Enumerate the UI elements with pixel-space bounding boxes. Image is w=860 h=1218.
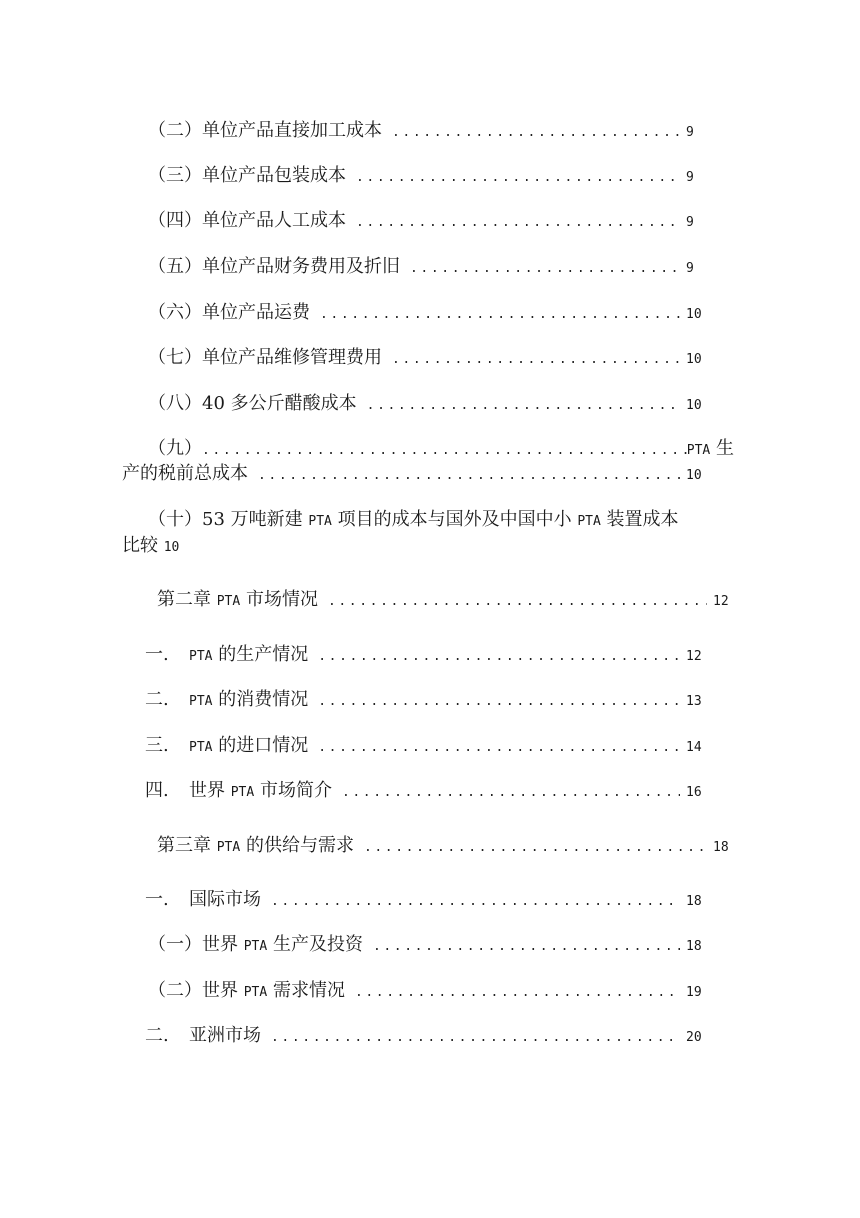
toc-latin-pta: PTA	[308, 514, 332, 529]
toc-entry-label-tail-cjk: 生	[716, 438, 734, 459]
toc-page-number: 12	[713, 594, 729, 609]
toc-entry-label-rest: 多公斤醋酸成本	[230, 393, 357, 414]
section-number: 二.	[145, 689, 169, 710]
section-number: 二.	[145, 1025, 169, 1046]
toc-page-number: 13	[686, 694, 702, 709]
toc-latin-pta: PTA	[243, 985, 268, 1000]
toc-entry[interactable]	[148, 163, 708, 189]
toc-leader-dots	[410, 256, 680, 282]
toc-chapter-entry[interactable]	[157, 833, 735, 859]
toc-entry-label: （三）单位产品包装成本	[148, 165, 346, 186]
toc-leader-dots	[258, 463, 680, 489]
toc-leader-dots	[364, 835, 707, 861]
toc-leader-dots	[318, 644, 680, 670]
toc-leader-dots	[342, 780, 680, 806]
toc-latin-pta: PTA	[189, 649, 213, 664]
toc-entry-continuation[interactable]	[122, 461, 708, 487]
toc-latin-pta: PTA	[243, 939, 268, 954]
toc-leader-dots	[355, 980, 680, 1006]
toc-page-number: 18	[686, 939, 702, 954]
toc-leader-dots	[271, 889, 680, 915]
toc-leader-dots	[356, 165, 680, 191]
subsection-title-part: （一）世界	[148, 934, 238, 955]
toc-entry[interactable]	[145, 733, 708, 759]
toc-page-number: 10	[686, 398, 702, 413]
toc-leader-dots	[318, 735, 680, 761]
section-title-part: 市场简介	[259, 780, 332, 801]
section-title-part: 世界	[189, 780, 225, 801]
toc-leader-dots	[367, 393, 680, 419]
toc-entry-label: （六）单位产品运费	[148, 302, 310, 323]
toc-entry-label: 比较	[122, 535, 158, 556]
toc-latin-pta: PTA	[189, 740, 213, 755]
subsection-title-part: 需求情况	[272, 980, 345, 1001]
toc-page-number: 9	[686, 215, 694, 230]
toc-entry-label	[148, 391, 357, 417]
toc-entry[interactable]	[145, 687, 708, 713]
toc-page-number: 18	[713, 840, 729, 855]
toc-page-number: 10	[686, 307, 702, 322]
toc-leader-dots	[320, 302, 680, 328]
toc-page-number: 19	[686, 985, 702, 1000]
chapter-number: 第三章	[157, 835, 211, 856]
toc-leader-dots	[356, 210, 680, 236]
toc-entry[interactable]	[145, 1023, 708, 1049]
subsection-title-part: 生产及投资	[272, 934, 363, 955]
toc-entry-label	[145, 733, 308, 761]
toc-entry-label-part: （十）53	[148, 509, 225, 530]
toc-entry-label: 产的税前总成本	[122, 463, 248, 484]
toc-entry-label: （九）	[148, 438, 202, 459]
toc-entry[interactable]	[148, 391, 708, 417]
toc-entry-label	[145, 778, 332, 806]
chapter-number: 第二章	[157, 589, 211, 610]
section-title: 国际市场	[189, 889, 261, 910]
toc-entry-label-part: 项目的成本与国外及中国中小	[337, 509, 572, 530]
toc-entry-label	[148, 932, 363, 960]
toc-page-number: 20	[686, 1030, 702, 1045]
toc-page-number: 18	[686, 894, 702, 909]
toc-leader-dots	[271, 1025, 680, 1051]
toc-entry[interactable]	[148, 436, 734, 462]
toc-entry[interactable]	[148, 254, 708, 280]
toc-leader-dots	[318, 689, 680, 715]
section-title: 的进口情况	[218, 735, 309, 756]
toc-page-number: 9	[686, 170, 694, 185]
toc-entry[interactable]	[148, 208, 708, 234]
toc-latin-pta: PTA	[216, 840, 241, 855]
section-title: 亚洲市场	[189, 1025, 261, 1046]
toc-chapter-label	[157, 833, 354, 861]
toc-entry-label-part: 装置成本	[606, 509, 679, 530]
toc-latin-pta: PTA	[216, 594, 241, 609]
toc-entry[interactable]	[148, 300, 708, 326]
toc-leader-dots	[392, 120, 680, 146]
chapter-title: 的供给与需求	[245, 835, 354, 856]
section-title: 的生产情况	[218, 644, 309, 665]
toc-page-number: 9	[686, 261, 694, 276]
section-number: 三.	[145, 735, 169, 756]
toc-page-number: 9	[686, 125, 694, 140]
toc-latin-pta: PTA	[230, 785, 255, 800]
toc-entry-label	[145, 887, 261, 913]
section-number: 一.	[145, 889, 169, 910]
toc-entry-label: （五）单位产品财务费用及折旧	[148, 256, 400, 277]
toc-entry[interactable]	[148, 978, 708, 1004]
toc-entry-label: （四）单位产品人工成本	[148, 210, 346, 231]
toc-entry[interactable]	[148, 118, 708, 144]
toc-leader-dots	[373, 934, 680, 960]
toc-page-number: 12	[686, 649, 702, 664]
toc-entry-label: （七）单位产品维修管理费用	[148, 347, 382, 368]
toc-entry-label-part: 万吨新建	[230, 509, 303, 530]
toc-entry[interactable]	[148, 345, 708, 371]
toc-leader-dots	[392, 347, 680, 373]
toc-entry[interactable]	[145, 642, 708, 668]
section-title: 的消费情况	[218, 689, 309, 710]
toc-entry-label-num: （八）40	[148, 393, 225, 414]
toc-entry[interactable]	[145, 778, 708, 804]
toc-latin-pta: PTA	[189, 694, 213, 709]
chapter-title: 市场情况	[245, 589, 318, 610]
toc-latin-pta: PTA	[577, 514, 601, 529]
toc-page-number: 10	[163, 540, 180, 555]
toc-entry-continuation[interactable]	[122, 533, 179, 561]
toc-entry-label	[145, 687, 308, 715]
toc-page-number: 14	[686, 740, 702, 755]
toc-entry-label	[145, 1023, 261, 1049]
toc-chapter-label	[157, 587, 318, 615]
toc-latin-pta: PTA	[686, 443, 711, 458]
toc-entry[interactable]	[148, 932, 708, 958]
toc-entry-label: （二）单位产品直接加工成本	[148, 120, 382, 141]
toc-entry-label	[145, 642, 308, 670]
subsection-title-part: （二）世界	[148, 980, 238, 1001]
toc-entry-label	[148, 978, 345, 1006]
toc-chapter-entry[interactable]	[157, 587, 735, 613]
toc-entry[interactable]	[145, 887, 708, 913]
toc-entry[interactable]	[148, 507, 679, 535]
toc-page-number: 16	[686, 785, 702, 800]
toc-page-number: 10	[686, 468, 702, 483]
toc-page-number: 10	[686, 352, 702, 367]
toc-entry-label-tail	[687, 436, 734, 464]
section-number: 四.	[145, 780, 169, 801]
toc-leader-dots	[328, 589, 707, 615]
section-number: 一.	[145, 644, 169, 665]
